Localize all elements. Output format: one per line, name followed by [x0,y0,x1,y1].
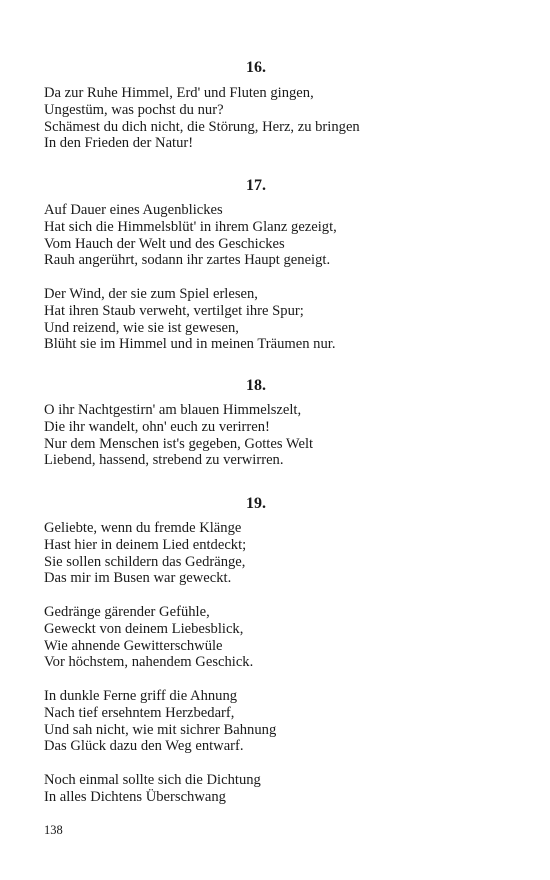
verse-line: Nur dem Menschen ist's gegeben, Gottes Welt [44,435,314,452]
verse-line: Geliebte, wenn du fremde Klänge [44,520,242,536]
stanza [44,772,261,806]
verse-line: Blüht sie im Himmel und in meinen Träumen nur. [44,336,336,353]
poem-number: 16. [246,59,266,76]
verse-line: Wie ahnende Gewitterschwüle [44,637,223,654]
verse-line: Liebend, hassend, strebend zu verwirren. [44,452,284,469]
verse-line: Rauh angerührt, sodann ihr zartes Haupt geneigt. [44,252,331,269]
stanza [44,286,335,353]
stanza [44,604,253,671]
verse-line: Sie sollen schildern das Gedränge, [44,553,246,570]
stanza [44,402,313,469]
poem-number: 18. [246,377,266,394]
verse-line: Gedränge gärender Gefühle, [44,604,210,620]
verse-line: Ungestüm, was pochst du nur? [44,101,224,118]
verse-line: Das Glück dazu den Weg entwarf. [44,738,244,755]
verse-line: Vor höchstem, nahendem Geschick. [44,654,254,671]
poem-number: 19. [246,495,266,512]
verse-line: Auf Dauer eines Augenblickes [44,202,223,218]
verse-line: Und sah nicht, wie mit sichrer Bahnung [44,721,277,738]
verse-line: Geweckt von deinem Liebesblick, [44,620,244,637]
verse-line: Und reizend, wie sie ist gewesen, [44,319,239,336]
verse-line: Schämest du dich nicht, die Störung, Herz, zu bringen [44,118,360,135]
verse-line: Hat ihren Staub verweht, vertilget ihre Spur; [44,302,304,319]
verse-line: In alles Dichtens Überschwang [44,788,226,805]
verse-line: Da zur Ruhe Himmel, Erd' und Fluten gingen, [44,85,314,101]
verse-line: Vom Hauch der Welt und des Geschickes [44,235,285,252]
verse-line: Der Wind, der sie zum Spiel erlesen, [44,286,258,302]
verse-line: In dunkle Ferne griff die Ahnung [44,688,238,704]
verse-line: Nach tief ersehntem Herzbedarf, [44,704,235,721]
verse-line: Hat sich die Himmelsblüt' in ihrem Glanz gezeigt, [44,218,337,235]
verse-line: Das mir im Busen war geweckt. [44,570,232,587]
verse-line: Hast hier in deinem Lied entdeckt; [44,536,247,553]
verse-line: Noch einmal sollte sich die Dichtung [44,772,261,788]
verse-line: Die ihr wandelt, ohn' euch zu verirren! [44,418,270,435]
stanza [44,85,360,152]
stanza [44,520,246,587]
verse-line: In den Frieden der Natur! [44,135,194,152]
poem-number: 17. [246,177,266,194]
page-number: 138 [44,823,63,837]
stanza [44,202,337,269]
verse-line: O ihr Nachtgestirn' am blauen Himmelszelt, [44,402,302,418]
stanza [44,688,276,755]
